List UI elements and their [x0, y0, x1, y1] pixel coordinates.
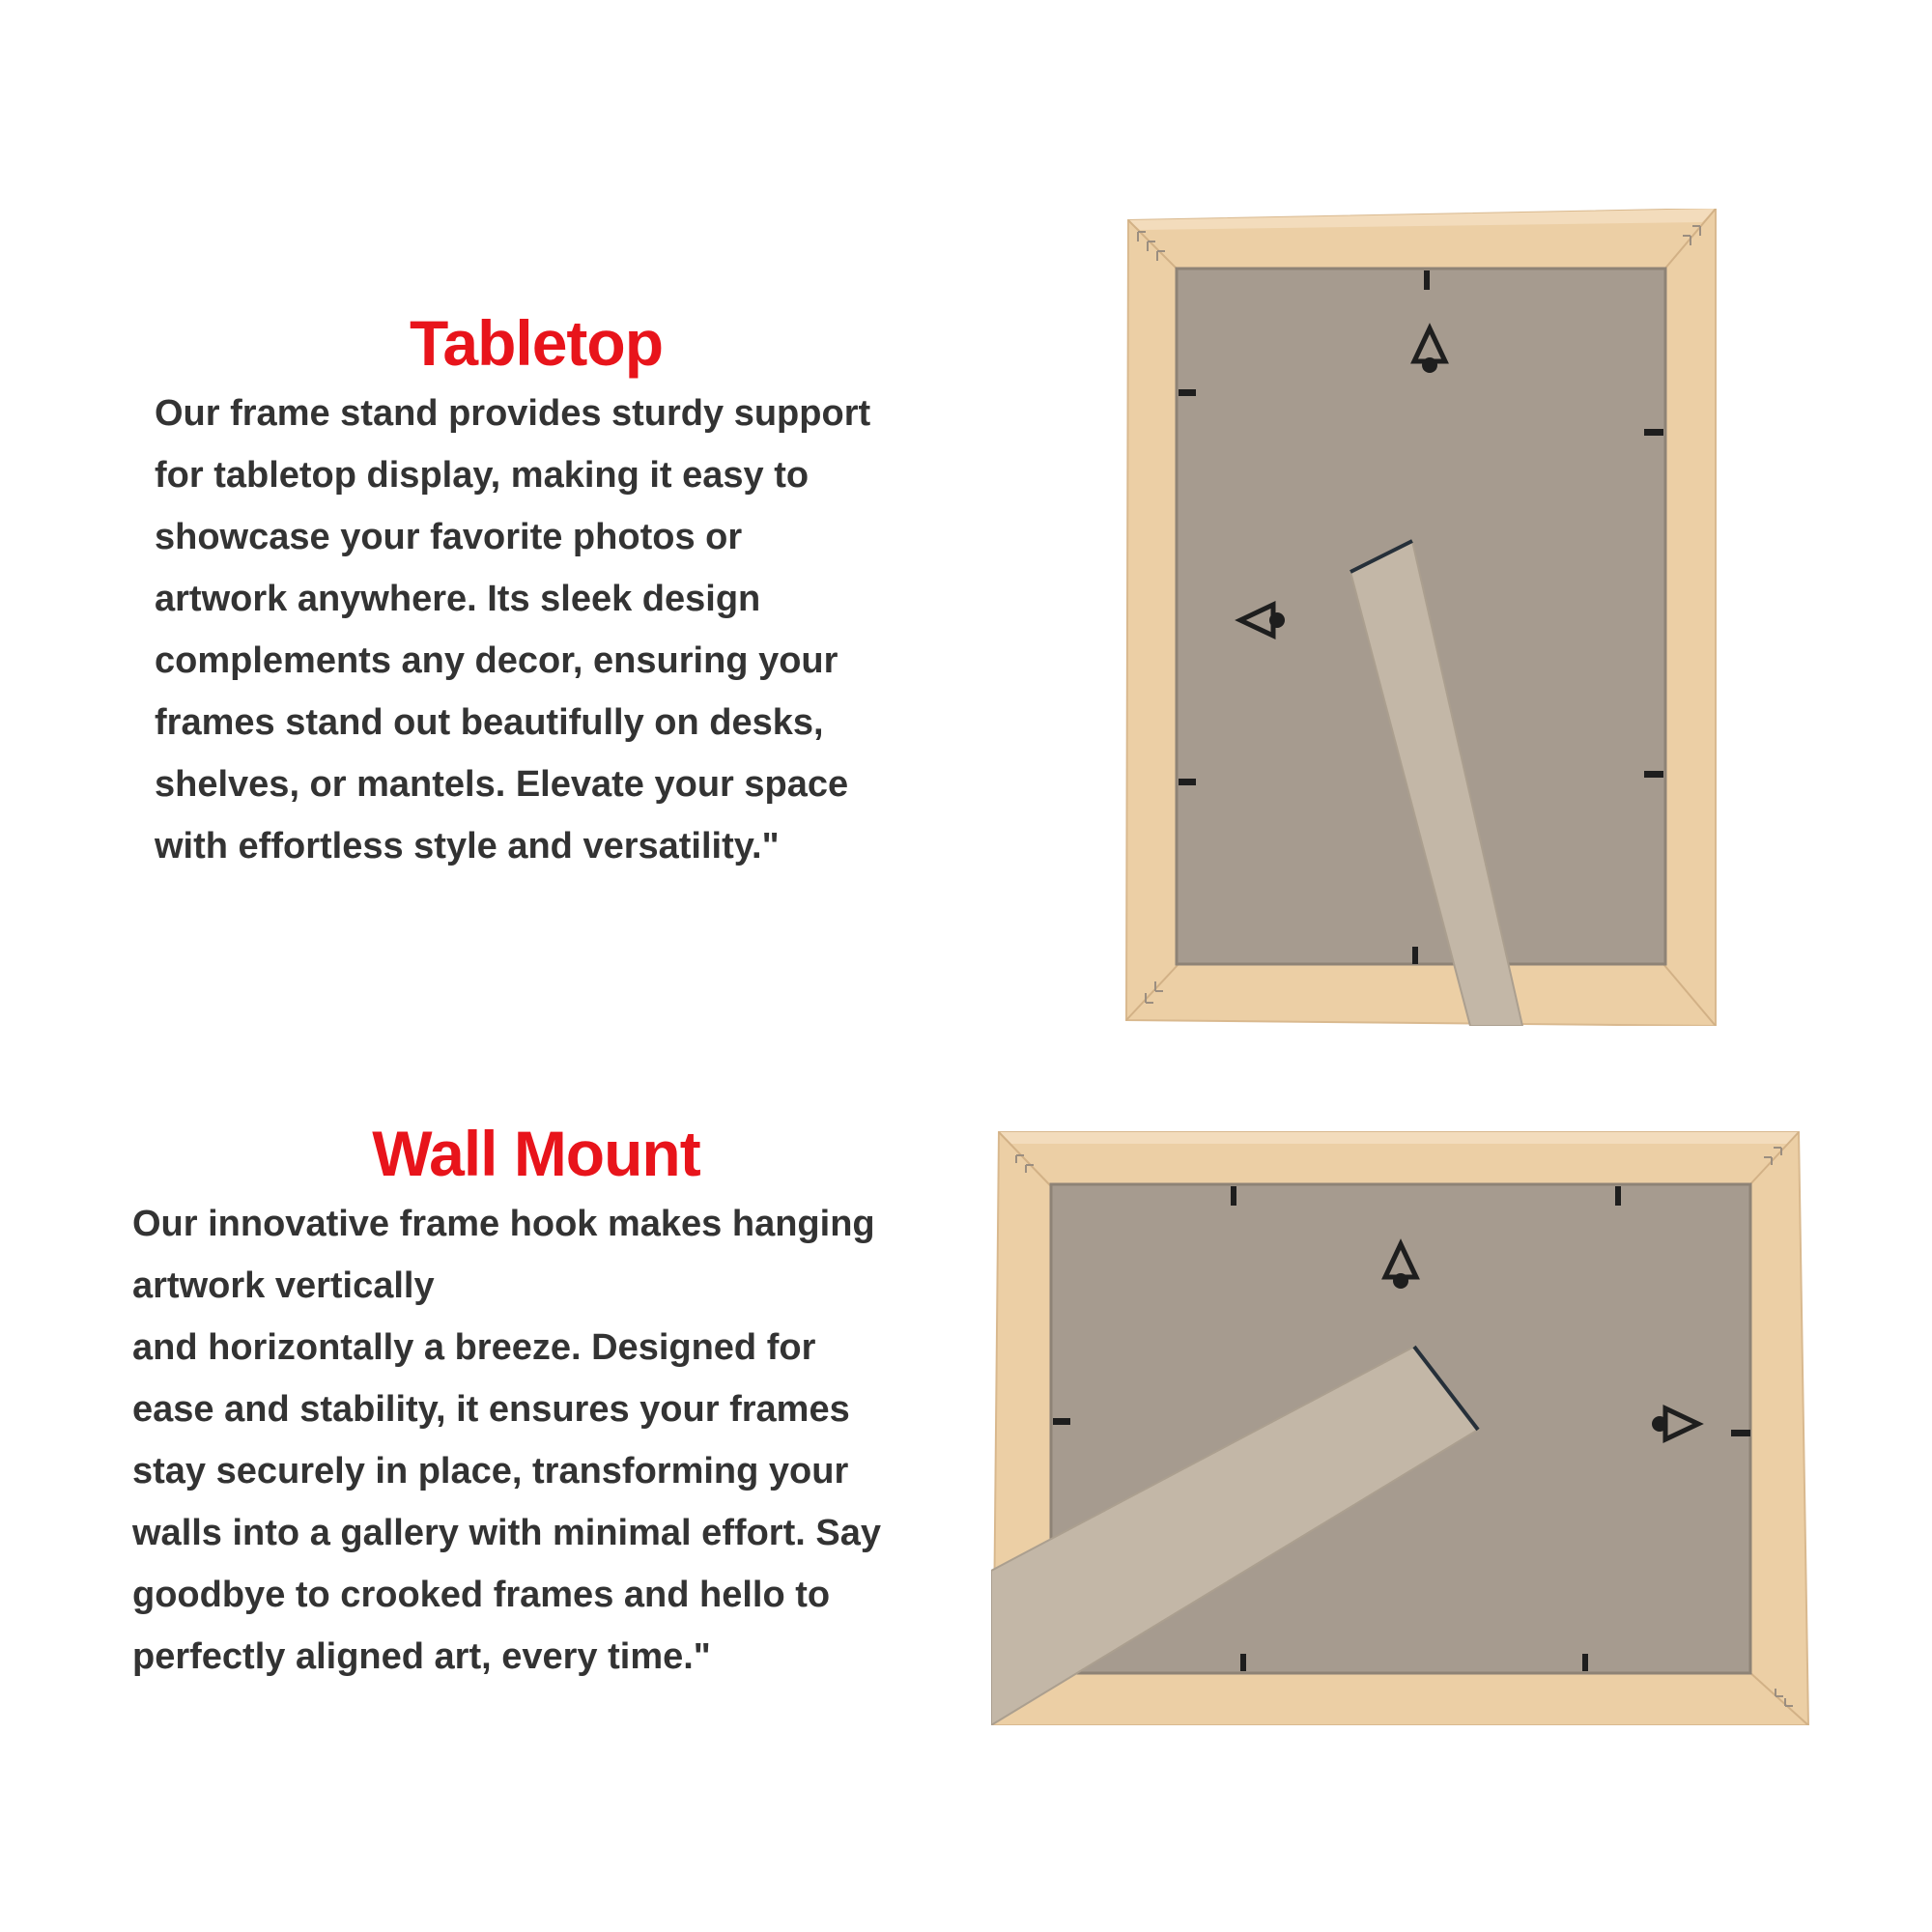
- tabletop-frame-image: [1122, 209, 1721, 1026]
- tabletop-description-line: with effortless style and versatility.": [155, 826, 780, 867]
- wall-mount-description-line: stay securely in place, transforming your: [132, 1451, 849, 1492]
- wall-mount-description-line: goodbye to crooked frames and hello to: [132, 1575, 831, 1615]
- wall-mount-description-line: ease and stability, it ensures your frames: [132, 1389, 850, 1430]
- wall-mount-frame-image: [991, 1126, 1812, 1725]
- tabletop-description-line: complements any decor, ensuring your: [155, 640, 838, 681]
- tabletop-description-line: artwork anywhere. Its sleek design: [155, 579, 761, 619]
- wall-mount-description-line: walls into a gallery with minimal effort. Say: [132, 1513, 881, 1553]
- tabletop-description-line: frames stand out beautifully on desks,: [155, 702, 824, 743]
- tabletop-description-line: shelves, or mantels. Elevate your space: [155, 764, 849, 805]
- wall-mount-description-line: artwork vertically: [132, 1265, 435, 1306]
- wall-mount-heading: Wall Mount: [372, 1118, 700, 1189]
- wall-mount-description-line: and horizontally a breeze. Designed for: [132, 1327, 816, 1368]
- tabletop-heading: Tabletop: [409, 307, 664, 379]
- wall-mount-description-line: perfectly aligned art, every time.": [132, 1636, 711, 1677]
- tabletop-description-line: showcase your favorite photos or: [155, 517, 743, 557]
- wall-mount-description-line: Our innovative frame hook makes hanging: [132, 1204, 875, 1244]
- tabletop-description: [155, 383, 870, 877]
- wall-mount-description: [132, 1193, 881, 1688]
- tabletop-description-line: Our frame stand provides sturdy support: [155, 393, 871, 434]
- tabletop-description-line: for tabletop display, making it easy to: [155, 455, 810, 496]
